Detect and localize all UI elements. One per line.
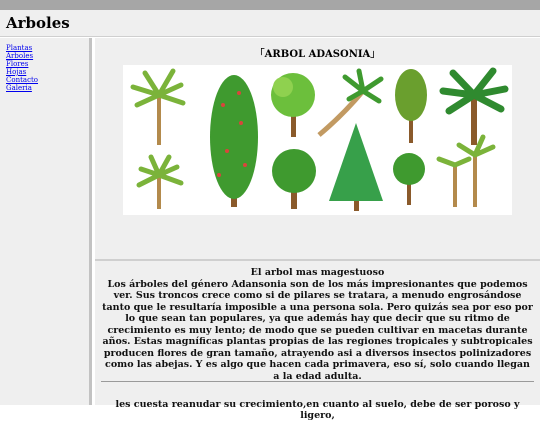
article-section [95, 261, 540, 421]
sidebar-link-plantas[interactable]: Plantas [6, 44, 33, 52]
site-title: Arboles [6, 14, 70, 32]
sidebar-item-galeria [6, 84, 89, 92]
sidebar-link-arboles[interactable]: Arboles [6, 52, 34, 60]
sidebar-item-flores [6, 60, 89, 68]
article-body: Los árboles del género Adansonia son de los más impresionantes que podemos ver. Sus troncos crece como si de pilares se tratara, a menudo engrosándose tanto que le resultaría imposible a una persona sola. Pero quizás sea por eso por lo que sean tan populares, ya que además hay que decir que su ritmo de crecimiento es muy lento; de modo que se pueden cultivar en macetas durante años. Estas magníficas plantas propias de las regiones tropicales y subtropicales producen flores de gran tamaño, atrayendo asi a diversos insectos polinizadores como las abejas. Y es algo que hacen cada primavera, eso sí, solo cuando llegan a la edad adulta. [102, 278, 533, 382]
palm-cluster-icon [439, 137, 493, 207]
sidebar-link-contacto[interactable]: Contacto [6, 76, 39, 84]
hero-section [95, 38, 540, 259]
round-tree-icon [271, 73, 315, 137]
article [101, 267, 534, 382]
sidebar-link-hojas[interactable]: Hojas [6, 68, 27, 76]
leaning-palm-icon [319, 71, 381, 135]
article-continuation [101, 389, 534, 431]
slim-tree-icon [395, 69, 427, 143]
site-header [0, 10, 540, 37]
small-tree-icon [393, 153, 425, 205]
sidebar-link-galeria[interactable]: Galeria [6, 84, 32, 92]
small-palm-icon [139, 157, 181, 209]
sidebar-link-flores[interactable]: Flores [6, 60, 29, 68]
article-title: El arbol mas magestuoso [250, 267, 385, 278]
bushy-tree-icon [272, 149, 316, 209]
sidebar-item-hojas [6, 68, 89, 76]
section-heading: 「ARBOL ADASONIA」 [254, 49, 381, 60]
palm-tree-icon [133, 71, 183, 145]
flowering-tree-icon [210, 75, 258, 207]
sidebar-item-plantas [6, 44, 89, 52]
article-rule [101, 381, 534, 382]
big-palm-icon [443, 71, 505, 145]
pine-tree-icon [329, 123, 383, 211]
trees-illustration [123, 65, 512, 215]
sidebar-menu [0, 38, 89, 92]
article-body-2: les cuesta reanudar su crecimiento,en cuanto al suelo, debe de ser poroso y ligero, [115, 398, 520, 421]
sidebar-item-arboles [6, 52, 89, 60]
window-top-bar [0, 0, 540, 10]
sidebar [0, 38, 92, 405]
trees-svg [123, 65, 512, 215]
sidebar-item-contacto [6, 76, 89, 84]
